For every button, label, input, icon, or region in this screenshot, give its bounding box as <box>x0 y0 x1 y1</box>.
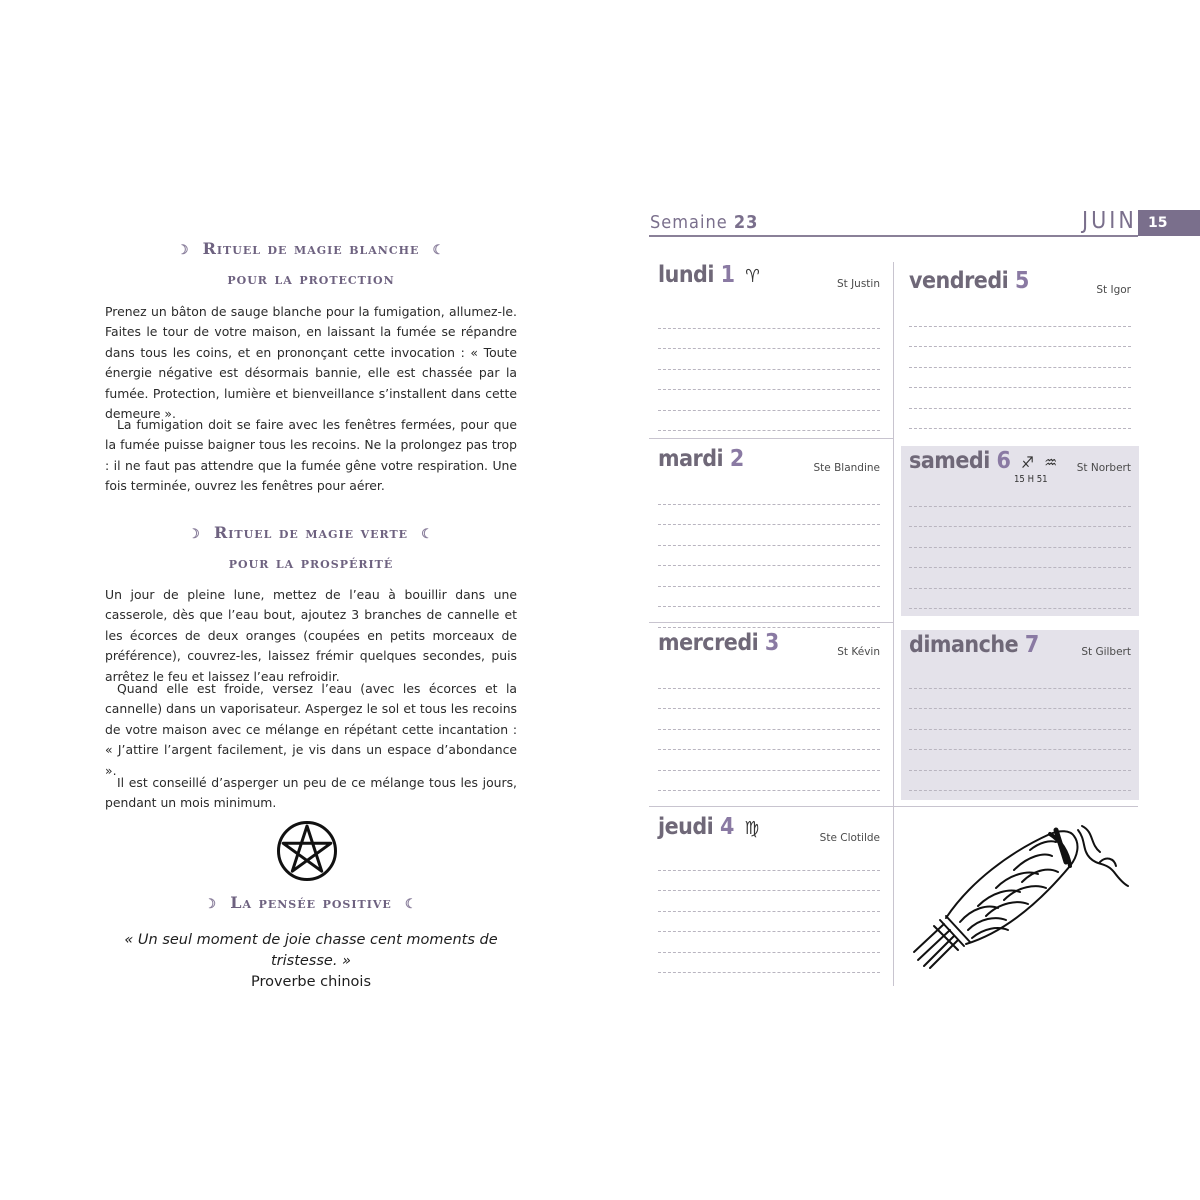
day-name: samedi <box>909 448 990 474</box>
quote-text: « Un seul moment de joie chasse cent moments de tristesse. » <box>124 932 498 969</box>
day-title <box>658 630 779 656</box>
note-lines[interactable] <box>909 486 1131 609</box>
month-label: JUIN <box>1082 208 1137 234</box>
sagittarius-icon: ♐ <box>1021 453 1034 472</box>
section-title-prosperity <box>105 519 517 577</box>
row-divider <box>649 806 1138 807</box>
saint-name: St Igor <box>1096 284 1131 296</box>
saint-name: St Justin <box>836 278 880 290</box>
saint-name: Ste Blandine <box>813 462 880 474</box>
day-cell-vendredi[interactable] <box>901 268 1139 432</box>
virgo-icon: ♍ <box>744 818 759 839</box>
note-lines[interactable] <box>658 484 880 628</box>
moon-left-icon: ☽ <box>176 243 190 258</box>
day-number: 6 <box>996 448 1011 474</box>
paragraph: Quand elle est froide, versez l’eau (avec les écorces et la cannelle) dans un vaporisateur. Aspergez le sol et tous les recoins de votre maison avec ce mélange en répétant cette incantation : « J’attire l’argent facilement, je vis dans un espace d’abondance ». <box>105 681 517 778</box>
moon-right-icon: ☾ <box>421 527 434 542</box>
moon-left-icon: ☽ <box>188 527 201 542</box>
note-lines[interactable] <box>658 850 880 973</box>
day-cell-lundi[interactable] <box>650 262 888 432</box>
day-title <box>658 446 744 472</box>
aquarius-icon: ♒ <box>1044 453 1057 472</box>
day-number: 1 <box>720 262 735 288</box>
section-title-line1: Rituel de magie blanche <box>202 239 420 258</box>
day-name: lundi <box>658 262 714 288</box>
day-number: 3 <box>764 630 779 656</box>
day-cell-mercredi[interactable] <box>650 630 888 800</box>
moon-left-icon: ☽ <box>204 897 218 912</box>
week-header <box>650 212 758 233</box>
day-title <box>909 268 1029 294</box>
note-lines[interactable] <box>909 306 1131 429</box>
day-number: 5 <box>1014 268 1029 294</box>
paragraph: Prenez un bâton de sauge blanche pour la fumigation, allumez-le. Faites le tour de votre maison, en laissant la fumée se répandre dans tous les coins, et en prononçant cette invocation : « Toute énergie négative est désormais bannie, elle est chassée par la fumée. Protection, lumière et bienveillance s’installent dans cette demeure ». <box>105 304 517 422</box>
day-cell-samedi[interactable] <box>901 446 1139 616</box>
paragraph: Il est conseillé d’asperger un peu de ce mélange tous les jours, pendant un mois minimum. <box>105 775 517 811</box>
day-cell-dimanche[interactable] <box>901 630 1139 800</box>
day-title <box>658 814 759 840</box>
saint-name: St Norbert <box>1076 462 1131 474</box>
saint-name: St Kévin <box>837 646 880 658</box>
saint-name: Ste Clotilde <box>819 832 880 844</box>
pentacle-icon <box>276 820 338 882</box>
section-title-line2: pour la protection <box>227 269 395 288</box>
section-title-line1: La pensée positive <box>230 893 392 912</box>
paragraph: La fumigation doit se faire avec les fenêtres fermées, pour que la fumée puisse baigner tous les recoins. Ne la prolongez pas trop : il ne faut pas attendre que la fumée gêne votre respiration. Une fois terminée, ouvrez les fenêtres pour aérer. <box>105 417 517 494</box>
note-lines[interactable] <box>658 308 880 431</box>
quote-source: Proverbe chinois <box>250 974 372 990</box>
quote <box>96 930 526 993</box>
aries-icon: ♈ <box>745 266 760 287</box>
day-name: mardi <box>658 446 724 472</box>
day-title <box>658 262 759 288</box>
section-title-protection <box>105 235 517 293</box>
day-name: mercredi <box>658 630 759 656</box>
day-title <box>909 448 1057 474</box>
day-cell-mardi[interactable] <box>650 446 888 616</box>
moon-phase-time: 15 H 51 <box>1014 474 1048 485</box>
day-name: jeudi <box>658 814 714 840</box>
saint-name: St Gilbert <box>1081 646 1131 658</box>
column-divider <box>893 262 894 986</box>
paragraph: Un jour de pleine lune, mettez de l’eau à bouillir dans une casserole, dès que l’eau bout, ajoutez 3 branches de cannelle et les écorces de deux oranges (coupées en petits morceaux de préférence), couvrez-les, laissez frémir quelques secondes, puis arrêtez le feu et laissez l’eau refroidir. <box>105 587 517 684</box>
moon-right-icon: ☾ <box>432 243 446 258</box>
section-title-positive <box>105 889 517 919</box>
day-number: 4 <box>719 814 734 840</box>
section-title-line2: pour la prospérité <box>228 553 394 572</box>
note-lines[interactable] <box>658 668 880 791</box>
row-divider <box>649 438 893 439</box>
week-number: 23 <box>733 212 759 233</box>
moon-right-icon: ☾ <box>404 897 418 912</box>
section-title-line1: Rituel de magie verte <box>213 523 409 542</box>
day-cell-jeudi[interactable] <box>650 814 888 984</box>
week-label: Semaine <box>650 212 728 233</box>
page-number: 15 <box>1138 210 1200 236</box>
day-name: vendredi <box>909 268 1009 294</box>
day-title <box>909 632 1039 658</box>
day-number: 7 <box>1024 632 1039 658</box>
day-name: dimanche <box>909 632 1019 658</box>
note-lines[interactable] <box>909 668 1131 791</box>
day-number: 2 <box>729 446 744 472</box>
sage-bundle-icon <box>910 822 1132 972</box>
header-rule <box>649 235 1138 237</box>
